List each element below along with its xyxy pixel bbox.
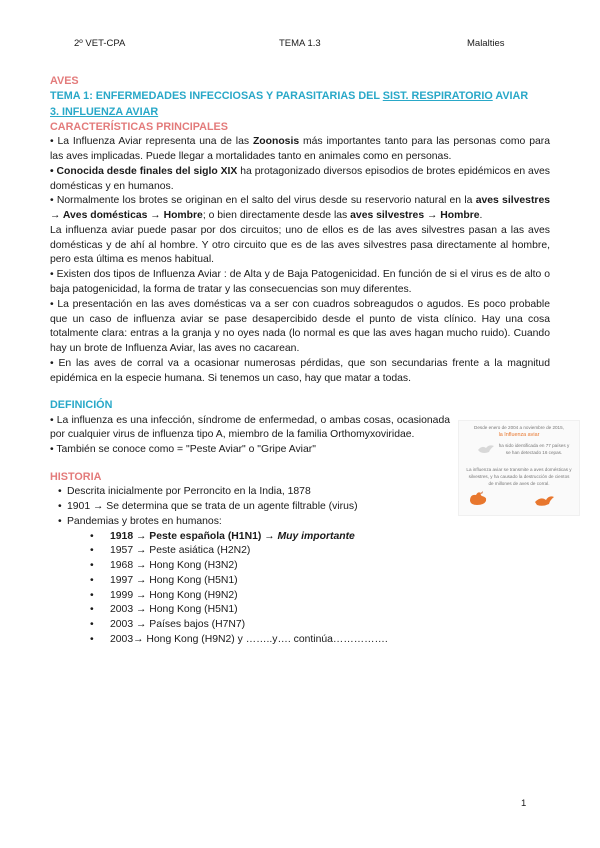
list-item: • 1918 → Peste española (H1N1) → Muy importante xyxy=(90,530,550,545)
hist-heading: HISTORIA xyxy=(50,470,102,483)
car-paragraph-6: • La presentación en las aves domésticas va a ser con cuadros sobreagudos o agudos. Es poco probable que un caso de influenza aviar se pase desapercibido desde el punto de vista clínico. Hay una cosa totalmente clara: entras a la granja y no oyes nada (lo normal es que las aves hagan mucho ruido). Cuando hay un brote de Influenza Aviar, las aves no cacarean. xyxy=(50,298,550,355)
car-paragraph-2: • Conocida desde finales del siglo XIX ha protagonizado diversos episodios de brotes epidémicos en aves domésticas y en humanos. xyxy=(50,165,550,192)
list-item: • 1997 → Hong Kong (H5N1) xyxy=(90,574,550,589)
subtitle: 3. INFLUENZA AVIAR xyxy=(50,105,159,118)
section-aves: AVES xyxy=(50,75,79,87)
header-topic: TEMA 1.3 xyxy=(279,38,321,49)
def-paragraph-1: • La influenza es una infección, síndrome de enfermedad, o ambas cosas, ocasionada por cualquier virus de influenza tipo A, miembro de la familia Orthomyxoviridae. xyxy=(50,414,450,441)
list-item: • 1901 → Se determina que se trata de un agente filtrable (virus) xyxy=(58,500,550,515)
list-item: • Descrita inicialmente por Perroncito en la India, 1878 xyxy=(58,485,550,500)
list-item: • 1999 → Hong Kong (H9N2) xyxy=(90,589,550,604)
history-list xyxy=(50,485,550,529)
car-paragraph-4: La influenza aviar puede pasar por dos circuitos; uno de ellos es de las aves silvestres pasan a las aves domésticas y de ahí al hombre. Y otro circuito que es de las aves silvestres pasa directamente al hombre, pero esta última es menos habitual. xyxy=(50,224,550,266)
header-course: 2º VET-CPA xyxy=(74,38,126,49)
tema-link[interactable]: SIST. RESPIRATORIO xyxy=(382,90,493,103)
list-item: • 2003→ Hong Kong (H9N2) y ……..y…. continúa……………. xyxy=(90,633,550,648)
list-item: • 2003 → Países bajos (H7N7) xyxy=(90,618,550,633)
pandemics-list xyxy=(50,530,550,648)
influenza-infographic: Desde enero de 2004 a noviembre de 2015, la Influenza aviar ha sido identificada en 77 países y se han detectado 16 cepas. La influenza aviar se transmite a aves domésticas y silvestres, y ha causado la destrucción de cientos de millones de aves de corral. xyxy=(458,420,580,516)
document-body xyxy=(50,74,572,648)
page-header xyxy=(0,38,600,52)
list-item: • 1957 → Peste asiática (H2N2) xyxy=(90,544,550,559)
car-paragraph-7: • En las aves de corral va a ocasionar numerosas pérdidas, que son secundarias frente a la magnitud epidémica en la especie humana. Si tenemos un caso, hay que matar a todas. xyxy=(50,357,550,384)
tema-title: TEMA 1: ENFERMEDADES INFECCIOSAS Y PARASITARIAS DEL SIST. RESPIRATORIO AVIAR xyxy=(50,90,529,103)
list-item: • 2003 → Hong Kong (H5N1) xyxy=(90,603,550,618)
page-number: 1 xyxy=(521,798,527,809)
header-subject: Malalties xyxy=(467,38,505,49)
car-paragraph-5: • Existen dos tipos de Influenza Aviar : de Alta y de Baja Patogenicidad. En función de si el virus es de alto o baja patogenicidad, la forma de tratar y las consecuencias son muy diferentes. xyxy=(50,269,550,295)
car-paragraph-1: • La Influenza Aviar representa una de las Zoonosis más importantes tanto para las personas como para las aves implicadas. Puede llegar a mortalidades tanto en animales como en personas. xyxy=(50,136,550,163)
car-heading: CARACTERÍSTICAS PRINCIPALES xyxy=(50,120,228,133)
def-heading: DEFINICIÓN xyxy=(50,399,113,412)
list-item: • Pandemias y brotes en humanos: xyxy=(58,515,550,530)
def-paragraph-2: • También se conoce como = "Peste Aviar" o "Gripe Aviar" xyxy=(50,444,316,456)
list-item: • 1968 → Hong Kong (H3N2) xyxy=(90,559,550,574)
car-paragraph-3: • Normalmente los brotes se originan en el salto del virus desde su reservorio natural en la aves silvestres → Aves domésticas → Hombre; o bien directamente desde las aves silvestres → Hombre. xyxy=(50,195,551,222)
